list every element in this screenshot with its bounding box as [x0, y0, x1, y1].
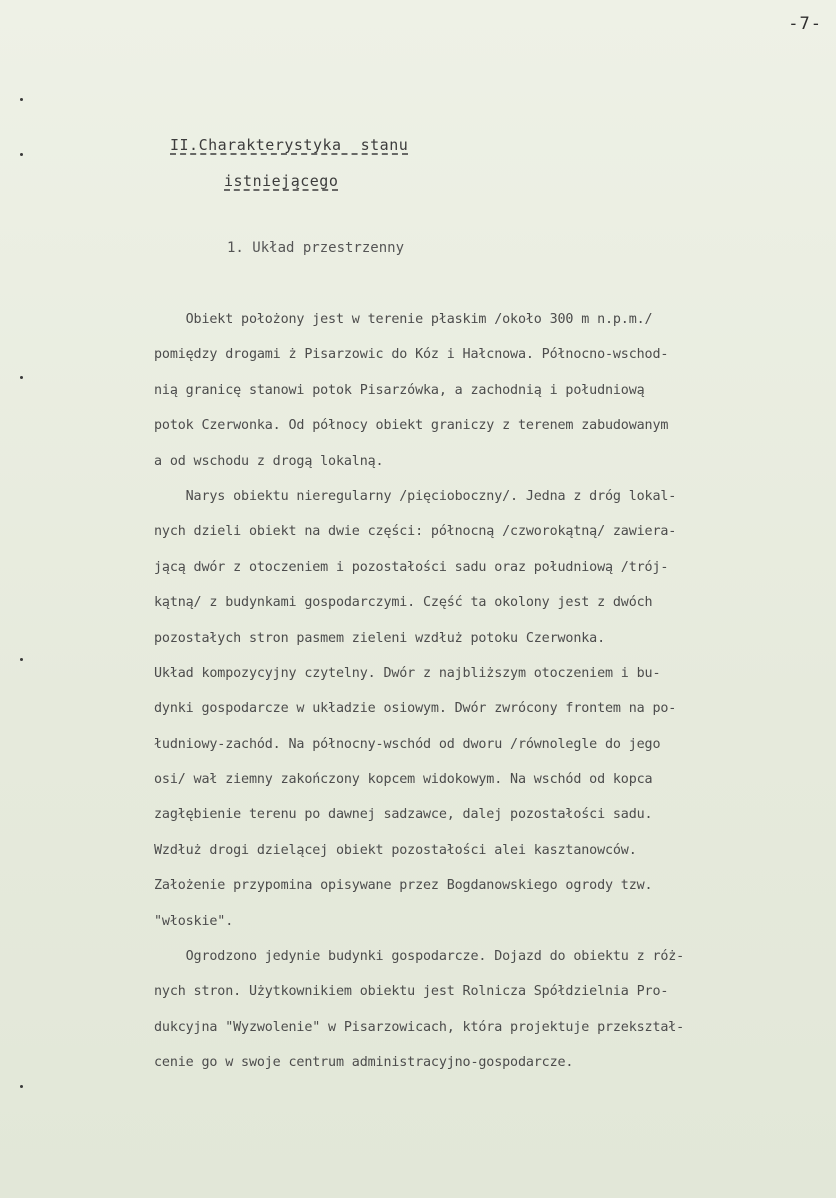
body-line: Założenie przypomina opisywane przez Bogdanowskiego ogrody tzw. — [154, 878, 653, 894]
chapter-title-line-1: II.Charakterystyka stanu — [170, 136, 409, 154]
body-line: Układ kompozycyjny czytelny. Dwór z najbliższym otoczeniem i bu- — [154, 665, 661, 681]
body-line: nych stron. Użytkownikiem obiektu jest Rolnicza Spółdzielnia Pro- — [154, 984, 669, 1000]
body-line: kątną/ z budynkami gospodarczymi. Część ta okolony jest z dwóch — [154, 595, 653, 611]
body-line: zagłębienie terenu po dawnej sadzawce, dalej pozostałości sadu. — [154, 807, 653, 823]
body-line: nią granicę stanowi potok Pisarzówka, a zachodnią i południową — [154, 382, 645, 398]
body-line: Ogrodzono jedynie budynki gospodarcze. Dojazd do obiektu z róż- — [154, 949, 685, 965]
body-line: Wzdłuż drogi dzielącej obiekt pozostałości alei kasztanowców. — [154, 842, 637, 858]
body-line: pozostałych stron pasmem zieleni wzdłuż potoku Czerwonka. — [154, 630, 605, 646]
body-line: potok Czerwonka. Od północy obiekt graniczy z terenem zabudowanym — [154, 418, 669, 434]
body-line: Obiekt położony jest w terenie płaskim /około 300 m n.p.m./ — [154, 312, 653, 327]
margin-dot — [20, 98, 23, 101]
body-line: pomiędzy drogami ż Pisarzowic do Kóz i Hałcnowa. Północno-wschod- — [154, 347, 669, 363]
body-text — [154, 309, 814, 1088]
body-line: "włoskie". — [154, 913, 234, 929]
margin-dot — [20, 1085, 23, 1088]
body-line: nych dzieli obiekt na dwie części: północną /czworokątną/ zawiera- — [154, 524, 677, 540]
margin-dot — [20, 658, 23, 661]
body-line: Narys obiektu nieregularny /pięcioboczny/. Jedna z dróg lokal- — [154, 488, 677, 504]
body-line: cenie go w swoje centrum administracyjno-gospodarcze. — [154, 1055, 574, 1071]
body-line: dynki gospodarcze w układzie osiowym. Dwór zwrócony frontem na po- — [154, 701, 677, 717]
body-line: osi/ wał ziemny zakończony kopcem widokowym. Na wschód od kopca — [154, 772, 653, 788]
body-line: łudniowy-zachód. Na północny-wschód od dworu /równolegle do jego — [154, 736, 661, 752]
section-title: 1. Układ przestrzenny — [227, 240, 405, 256]
body-line: jącą dwór z otoczeniem i pozostałości sadu oraz południową /trój- — [154, 559, 669, 575]
margin-dot — [20, 376, 23, 379]
chapter-title-line-2: istniejącego — [224, 172, 339, 190]
body-line: dukcyjna "Wyzwolenie" w Pisarzowicach, która projektuje przekształ- — [154, 1019, 685, 1035]
page-number: -7- — [788, 14, 822, 34]
margin-dot — [20, 153, 23, 156]
body-line: a od wschodu z drogą lokalną. — [154, 453, 384, 469]
